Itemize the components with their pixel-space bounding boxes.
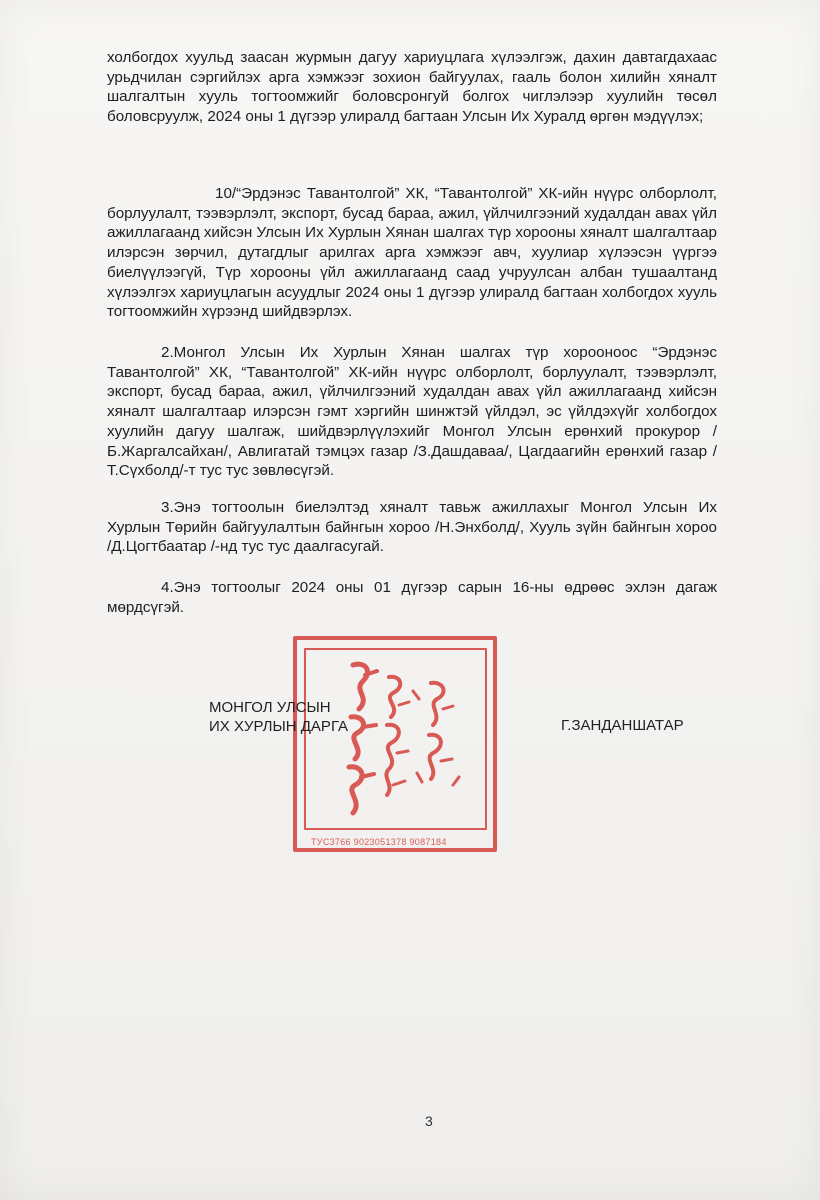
paragraph-item-10: 10/“Эрдэнэс Тавантолгой” ХК, “Тавантолгой” ХК-ийн нүүрс олборлолт, борлуулалт, тээвэрлэлт, экспорт, бусад бараа, ажил, үйлчилгээний худалдан авах үйл ажиллагаанд хийсэн Улсын Их Хурлын Хянан шалгах түр хорооны хяналт шалгалтаар илэрсэн зөрчил, дутагдлыг арилгах арга хэмжээг авч, хуулиар хүлээсэн үүргээ биелүүлээгүй, Түр хорооны үйл ажиллагаанд саад учруулсан албан тушаалтанд хүлээлгэх хариуцлагын асуудлыг 2024 оны 1 дүгээр улиралд багтаан холбогдох хууль тогтоомжийн хүрээнд шийдвэрлэх.	[107, 185, 717, 321]
signatory-title-line-2: ИХ ХУРЛЫН ДАРГА	[209, 718, 349, 735]
paragraph-continued: холбогдох хуульд заасан журмын дагуу хариуцлага хүлээлгэж, дахин давтагдахаас урьдчилан сэргийлэх арга хэмжээг зохион байгуулах, гааль болон хилийн хяналт шалгалтын хууль тогтоомжийг боловсронгуй болгох чиглэлээр хуулийн төсөл боловсруулж, 2024 оны 1 дүгээр улиралд багтаан Улсын Их Хуралд өргөн мэдүүлэх;	[107, 49, 717, 126]
official-seal-stamp	[293, 635, 499, 855]
paragraph-item-4: 4.Энэ тогтоолыг 2024 оны 01 дүгээр сарын 16-ны өдрөөс эхлэн дагаж мөрдсүгэй.	[107, 579, 717, 616]
paragraph-item-3: 3.Энэ тогтоолын биелэлтэд хяналт тавьж ажиллахыг Монгол Улсын Их Хурлын Төрийн байгуулалтын байнгын хороо /Н.Энхболд/, Хууль зүйн байнгын хороо /Д.Цогтбаатар /-нд тус тус даалгасугай.	[107, 499, 717, 556]
paragraph-item-2: 2.Монгол Улсын Их Хурлын Хянан шалгах түр хорооноос “Эрдэнэс Тавантолгой” ХК, “Тавантолгой” ХК-ийн нүүрс олборлолт, борлуулалт, тээвэрлэлт, экспорт, бусад бараа, ажил, үйлчилгээний худалдан авах үйл ажиллагаанд хийсэн хяналт шалгалтаар илэрсэн гэмт хэргийн шинжтэй үйлдэл, эс үйлдэхүйг холбогдох хуулийн дагуу шалгаж, шийдвэрлүүлэхийг Монгол Улсын ерөнхий прокурор /Б.Жаргалсайхан/, Авлигатай тэмцэх газар /З.Дашдаваа/, Цагдаагийн ерөнхий газар /Т.Сүхболд/-т тус тус зөвлөсүгэй.	[107, 344, 717, 480]
stamp-serial: ТУС3766 9023051378 9087184	[311, 837, 447, 847]
signatory-title	[209, 698, 348, 736]
page-number: 3	[425, 1113, 433, 1129]
signatory-title-line-1: МОНГОЛ УЛСЫН	[209, 699, 331, 716]
signatory-name: Г.ЗАНДАНШАТАР	[561, 717, 684, 734]
